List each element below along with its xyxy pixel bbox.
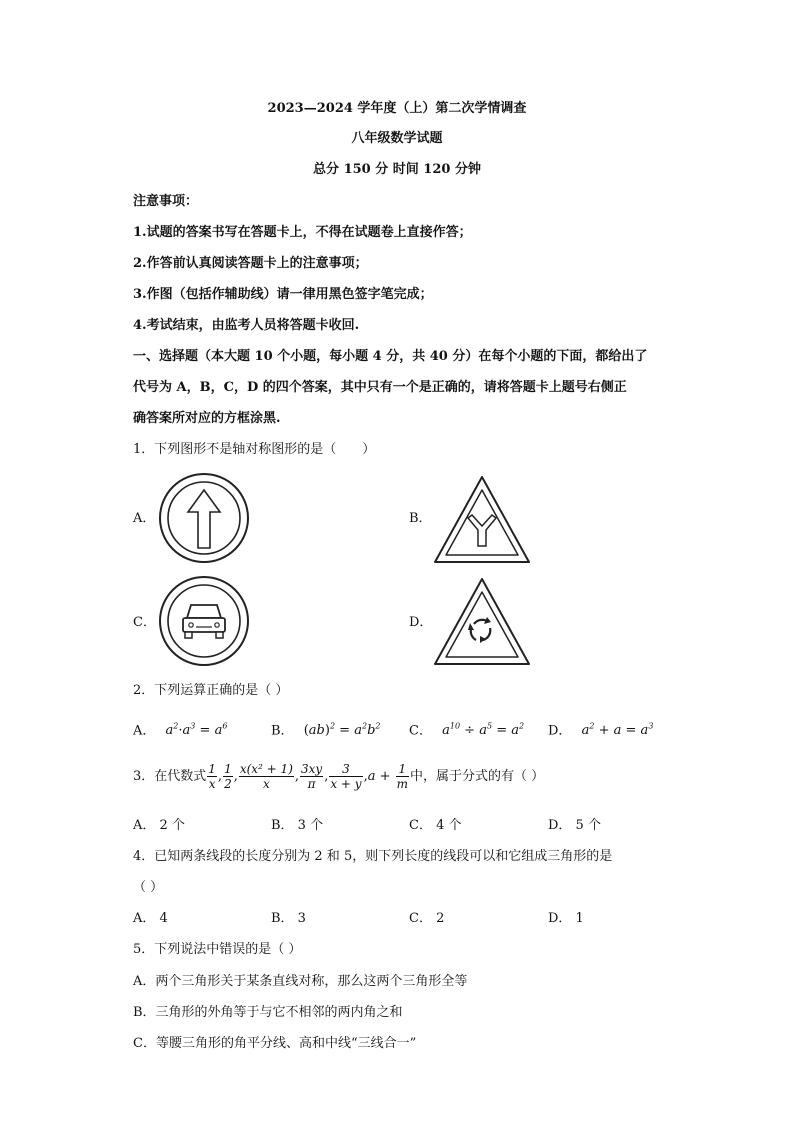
- notice-heading: 注意事项：: [133, 194, 199, 209]
- straight-arrow-sign-icon: [158, 472, 250, 564]
- q2-option-d: [548, 718, 653, 740]
- q5-option-a: A．两个三角形关于某条直线对称，那么这两个三角形全等: [133, 974, 468, 989]
- exam-subtitle: 八年级数学试题: [351, 131, 443, 146]
- notice-item-1: 1.试题的答案书写在答题卡上，不得在试题卷上直接作答；: [133, 225, 472, 240]
- q2-option-c-label: C．: [409, 723, 432, 739]
- q3-option-a: A． 2 个: [133, 818, 185, 833]
- notice-item-2: 2.作答前认真阅读答题卡上的注意事项；: [133, 256, 368, 271]
- q4-option-b: B． 3: [271, 911, 306, 926]
- exam-info: 总分 150 分 时间 120 分钟: [313, 162, 481, 177]
- q2-option-d-expr: $a^2 + a = a^3$: [581, 722, 654, 739]
- q4-blank: （ ）: [133, 880, 164, 895]
- q1-option-b-label: B．: [409, 511, 432, 526]
- roundabout-sign-icon: [432, 576, 532, 668]
- q2-option-b: [271, 718, 380, 740]
- exam-title: 2023—2024 学年度（上）第二次学情调查: [267, 101, 527, 116]
- q2-option-a-expr: $a^2\cdot a^3 = a^6$: [165, 722, 228, 739]
- notice-item-4: 4.考试结束，由监考人员将答题卡收回.: [133, 318, 360, 333]
- q1-option-d-label: D．: [409, 615, 433, 630]
- q2-option-a-label: A．: [133, 723, 156, 739]
- notice-item-3: 3.作图（包括作辅助线）请一律用黑色签字笔完成；: [133, 287, 433, 302]
- y-junction-sign-icon: [432, 474, 532, 566]
- q3-option-c: C． 4 个: [409, 818, 462, 833]
- no-motor-vehicle-sign-icon: [158, 575, 250, 667]
- section1-line-1: 一、选择题（本大题 10 个小题，每小题 4 分，共 40 分）在每个小题的下面，都给出了: [133, 349, 648, 364]
- q1-option-c-label: C．: [133, 615, 156, 630]
- q4-option-a: A． 4: [133, 911, 168, 926]
- q3-fraction-1: $\frac{1}{x}$: [208, 762, 216, 791]
- q4-stem: 4．已知两条线段的长度分别为 2 和 5，则下列长度的线段可以和它组成三角形的是: [133, 849, 613, 864]
- q3-fraction-2: $\frac{1}{2}$: [224, 762, 232, 791]
- q1-stem: 1．下列图形不是轴对称图形的是（ ）: [133, 442, 376, 457]
- q2-stem: 2．下列运算正确的是（ ）: [133, 683, 289, 698]
- q5-stem: 5．下列说法中错误的是（ ）: [133, 942, 302, 957]
- q3-fraction-4: $\frac{3xy}{\pi}$: [301, 762, 323, 791]
- q3-fraction-6: $\frac{1}{m}$: [396, 762, 409, 791]
- q3-suffix: 中，属于分式的有（ ）: [410, 769, 545, 784]
- q5-option-b: B．三角形的外角等于与它不相邻的两内角之和: [133, 1005, 403, 1020]
- q2-option-b-expr: $(ab)^2 = a^2b^2$: [303, 722, 381, 739]
- q3-stem: 3．在代数式 $\frac{1}{x}$ , $\frac{1}{2}$ , $\frac{\text{x(x² + 1)}}{x}$ , $\frac{3xy}{\pi}$ , $\frac{3}{x + y}$ ,a + $\frac{1}{m}$ 中，属于分式的有（ ）: [133, 762, 545, 791]
- q2-option-c: [409, 718, 524, 740]
- q2-option-b-label: B．: [271, 723, 294, 739]
- q5-option-c: C．等腰三角形的角平分线、高和中线“三线合一”: [133, 1036, 417, 1051]
- q4-option-d: D． 1: [548, 911, 584, 926]
- q3-fraction-5: $\frac{3}{x + y}$: [330, 762, 362, 791]
- section1-line-3: 确答案所对应的方框涂黑.: [133, 411, 281, 426]
- q2-option-c-expr: $a^{10} \div a^5 = a^2$: [442, 722, 525, 739]
- q2-option-d-label: D．: [548, 723, 572, 739]
- q3-option-b: B． 3 个: [271, 818, 324, 833]
- q1-option-a-label: A．: [133, 511, 156, 526]
- q4-option-c: C． 2: [409, 911, 445, 926]
- q2-option-a: [133, 718, 227, 740]
- q3-fraction-3: $\frac{\text{x(x² + 1)}}{x}$: [239, 762, 293, 791]
- q3-prefix: 3．在代数式: [133, 769, 207, 784]
- section1-line-2: 代号为 A，B，C，D 的四个答案，其中只有一个是正确的，请将答题卡上题号右侧正: [133, 380, 627, 395]
- q3-option-d: D． 5 个: [548, 818, 601, 833]
